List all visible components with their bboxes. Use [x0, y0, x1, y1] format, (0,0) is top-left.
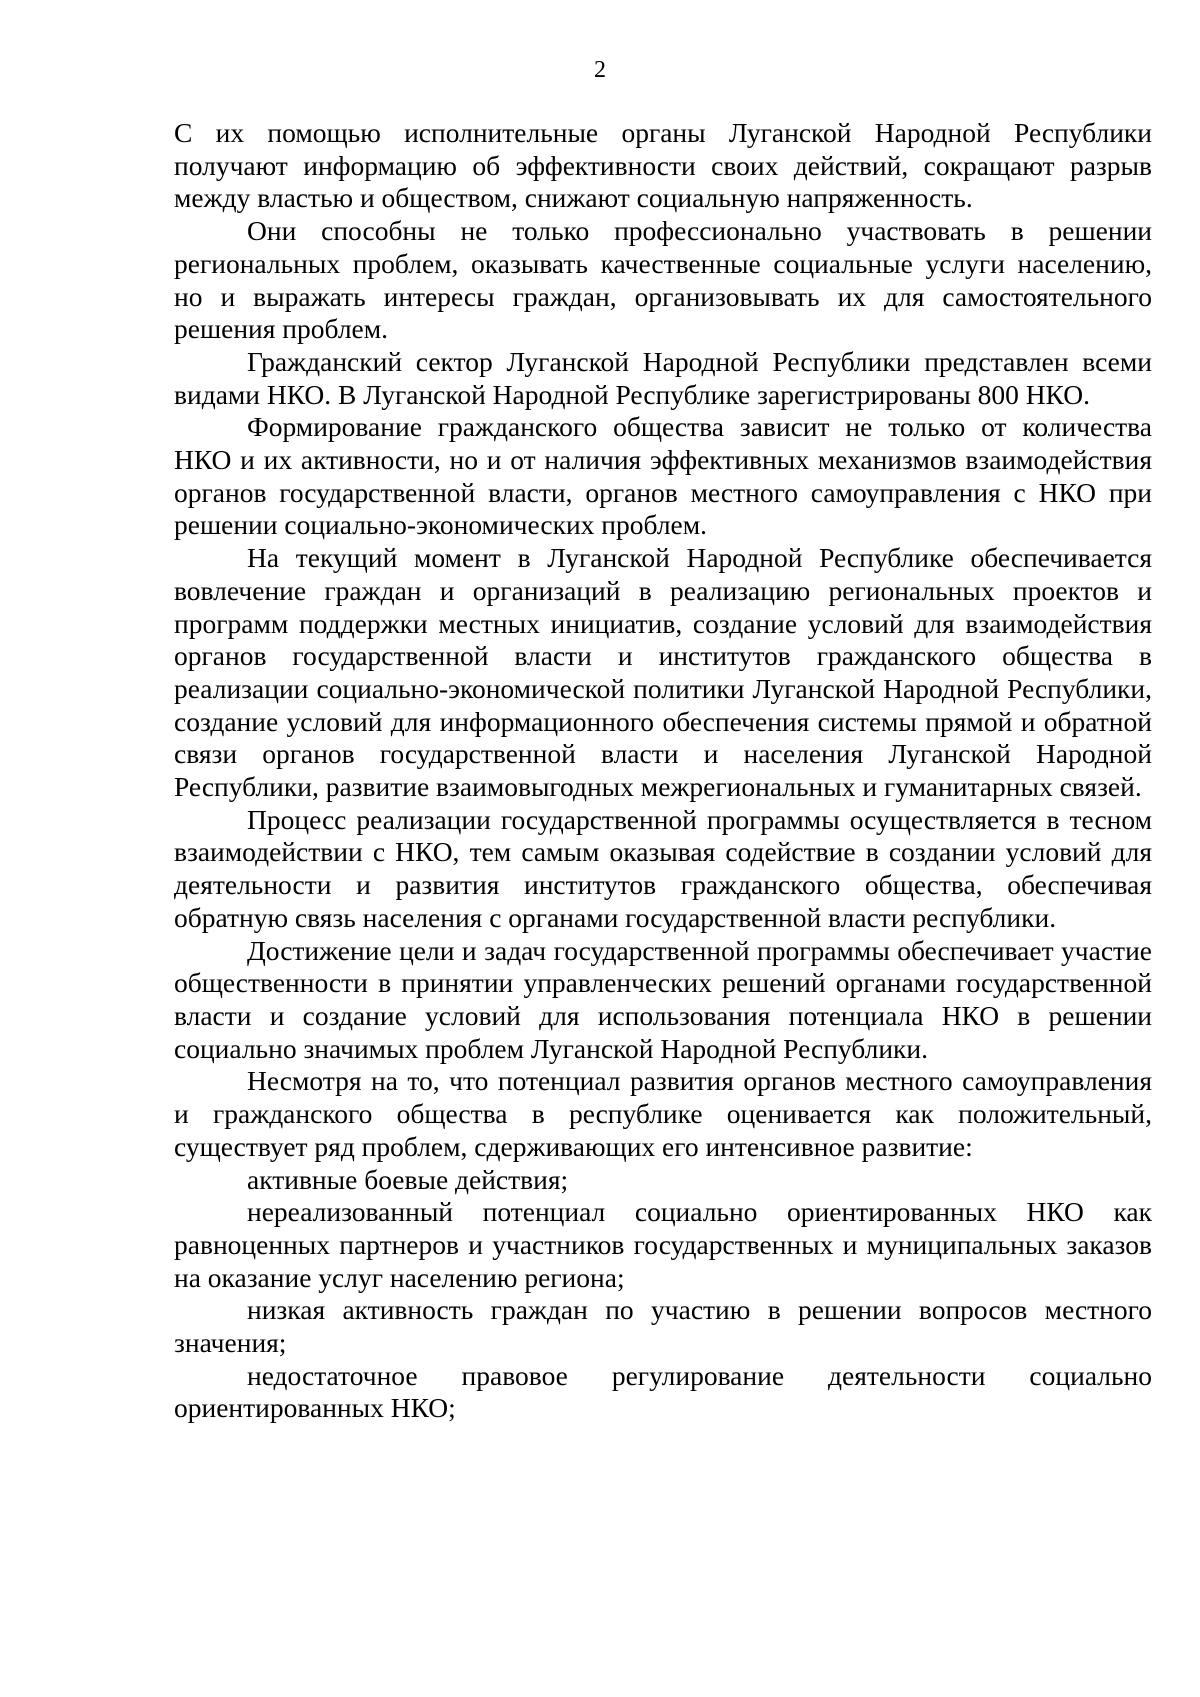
- list-item-2: нереализованный потенциал социально ориентированных НКО как равноценных партнеров и участников государственных и муниципальных заказов на оказание услуг населению региона;: [174, 1196, 1152, 1293]
- list-item-3: низкая активность граждан по участию в решении вопросов местного значения;: [174, 1294, 1152, 1359]
- paragraph-8: Несмотря на то, что потенциал развития органов местного самоуправления и гражданского общества в республике оценивается как положительный, существует ряд проблем, сдерживающих его интенсивное развитие:: [174, 1065, 1152, 1162]
- paragraph-1: С их помощью исполнительные органы Луганской Народной Республики получают информацию об эффективности своих действий, сокращают разрыв между властью и обществом, снижают социальную напряженность.: [174, 117, 1152, 214]
- paragraph-5: На текущий момент в Луганской Народной Республике обеспечивается вовлечение граждан и организаций в реализацию региональных проектов и программ поддержки местных инициатив, создание условий для взаимодействия органов государственной власти и институтов гражданского общества в реализации социально-экономической политики Луганской Народной Республики, создание условий для информационного обеспечения системы прямой и обратной связи органов государственной власти и населения Луганской Народной Республики, развитие взаимовыгодных межрегиональных и гуманитарных связей.: [174, 542, 1152, 803]
- list-item-1: активные боевые действия;: [247, 1163, 569, 1195]
- paragraph-4: Формирование гражданского общества зависит не только от количества НКО и их активности, но и от наличия эффективных механизмов взаимодействия органов государственной власти, органов местного самоуправления с НКО при решении социально-экономических проблем.: [174, 411, 1152, 541]
- paragraph-7: Достижение цели и задач государственной программы обеспечивает участие общественности в принятии управленческих решений органами государственной власти и создание условий для использования потенциала НКО в решении социально значимых проблем Луганской Народной Республики.: [174, 934, 1152, 1064]
- page-number: 2: [594, 57, 606, 83]
- paragraph-3: Гражданский сектор Луганской Народной Республики представлен всеми видами НКО. В Луганской Народной Республике зарегистрированы 800 НКО.: [174, 345, 1152, 410]
- document-body: [174, 117, 1152, 1425]
- paragraph-6: Процесс реализации государственной программы осуществляется в тесном взаимодействии с НКО, тем самым оказывая содействие в создании условий для деятельности и развития институтов гражданского общества, обеспечивая обратную связь населения с органами государственной власти республики.: [174, 803, 1152, 933]
- paragraph-2: Они способны не только профессионально участвовать в решении региональных проблем, оказывать качественные социальные услуги населению, но и выражать интересы граждан, организовывать их для самостоятельного решения проблем.: [174, 215, 1152, 345]
- list-item-4: недостаточное правовое регулирование деятельности социально ориентированных НКО;: [174, 1359, 1152, 1424]
